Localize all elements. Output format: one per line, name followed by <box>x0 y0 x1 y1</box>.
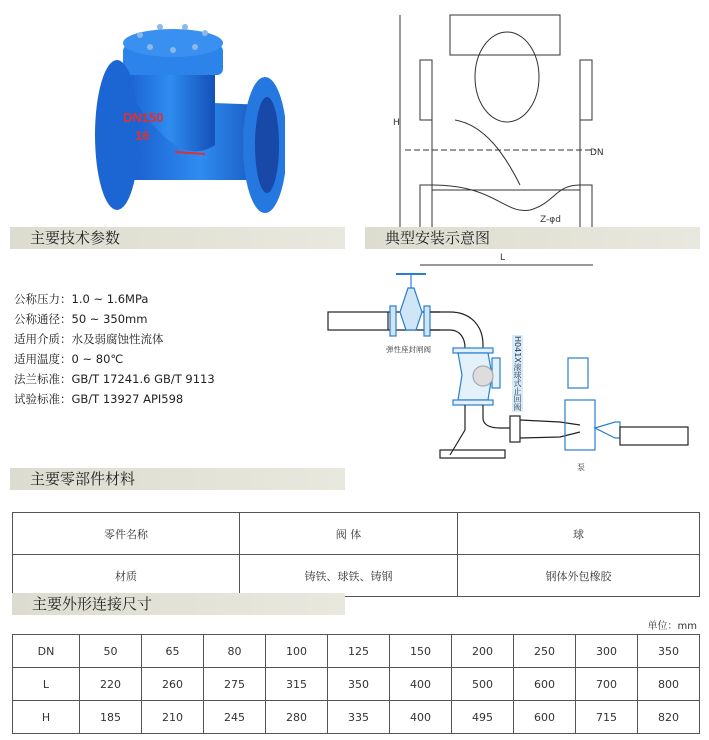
table-cell: 350 <box>638 635 700 668</box>
param-pressure: 公称压力：1.0 ~ 1.6MPa <box>14 292 149 306</box>
table-cell: 125 <box>328 635 390 668</box>
table-cell: 500 <box>452 668 514 701</box>
height-label: H <box>393 118 400 128</box>
materials-table <box>12 512 700 597</box>
table-cell: 315 <box>266 668 328 701</box>
param-medium: 适用介质：水及弱腐蚀性流体 <box>14 332 164 346</box>
section-header-tech-params: 主要技术参数 <box>10 227 345 249</box>
table-cell: 600 <box>514 701 576 734</box>
dn-label: DN <box>590 148 604 158</box>
table-cell: 100 <box>266 635 328 668</box>
table-cell: 260 <box>142 668 204 701</box>
table-row <box>13 635 700 668</box>
table-cell: 495 <box>452 701 514 734</box>
table-cell: 275 <box>204 668 266 701</box>
table-cell: 700 <box>576 668 638 701</box>
pump-label: 泵 <box>577 463 585 472</box>
param-test-standard: 试验标准：GB/T 13927 API598 <box>14 392 184 406</box>
table-cell: 715 <box>576 701 638 734</box>
row-header: H <box>13 701 80 734</box>
table-row: 零件名称 阀 体 球 <box>13 513 700 555</box>
table-cell: 80 <box>204 635 266 668</box>
valve-product-photo <box>75 5 285 215</box>
table-cell: 245 <box>204 701 266 734</box>
table-cell: 600 <box>514 668 576 701</box>
dimensions-table <box>12 634 700 734</box>
unit-label: 单位：mm <box>647 621 697 632</box>
table-cell: 150 <box>390 635 452 668</box>
table-cell: 400 <box>390 701 452 734</box>
table-cell: 220 <box>80 668 142 701</box>
size-marking: DN150 <box>123 110 164 125</box>
table-row <box>13 701 700 734</box>
table-cell: 400 <box>390 668 452 701</box>
section-header-dimensions: 主要外形连接尺寸 <box>12 593 345 615</box>
row-header: L <box>13 668 80 701</box>
table-cell: 200 <box>452 635 514 668</box>
table-cell: 300 <box>576 635 638 668</box>
section-header-materials: 主要零部件材料 <box>10 468 345 490</box>
table-row <box>13 668 700 701</box>
param-temperature: 适用温度：0 ~ 80℃ <box>14 352 124 366</box>
length-label: L <box>500 253 506 263</box>
bolt-holes-label: Z-φd <box>540 215 561 225</box>
row-header: DN <box>13 635 80 668</box>
table-cell: 800 <box>638 668 700 701</box>
table-cell: 335 <box>328 701 390 734</box>
table-cell: 280 <box>266 701 328 734</box>
param-diameter: 公称通径：50 ~ 350mm <box>14 312 148 326</box>
gate-valve-label: 弹性座封闸阀 <box>386 345 431 354</box>
check-valve-label: H041X滚球式止回阀 <box>513 336 522 411</box>
table-cell: 350 <box>328 668 390 701</box>
section-header-install: 典型安装示意图 <box>365 227 700 249</box>
table-row: 材质 铸铁、球铁、铸钢 钢体外包橡胶 <box>13 555 700 597</box>
table-cell: 65 <box>142 635 204 668</box>
param-flange-standard: 法兰标准：GB/T 17241.6 GB/T 9113 <box>14 372 215 386</box>
table-cell: 820 <box>638 701 700 734</box>
table-cell: 250 <box>514 635 576 668</box>
table-cell: 210 <box>142 701 204 734</box>
pressure-marking: 16 <box>135 128 150 143</box>
table-cell: 185 <box>80 701 142 734</box>
table-cell: 50 <box>80 635 142 668</box>
